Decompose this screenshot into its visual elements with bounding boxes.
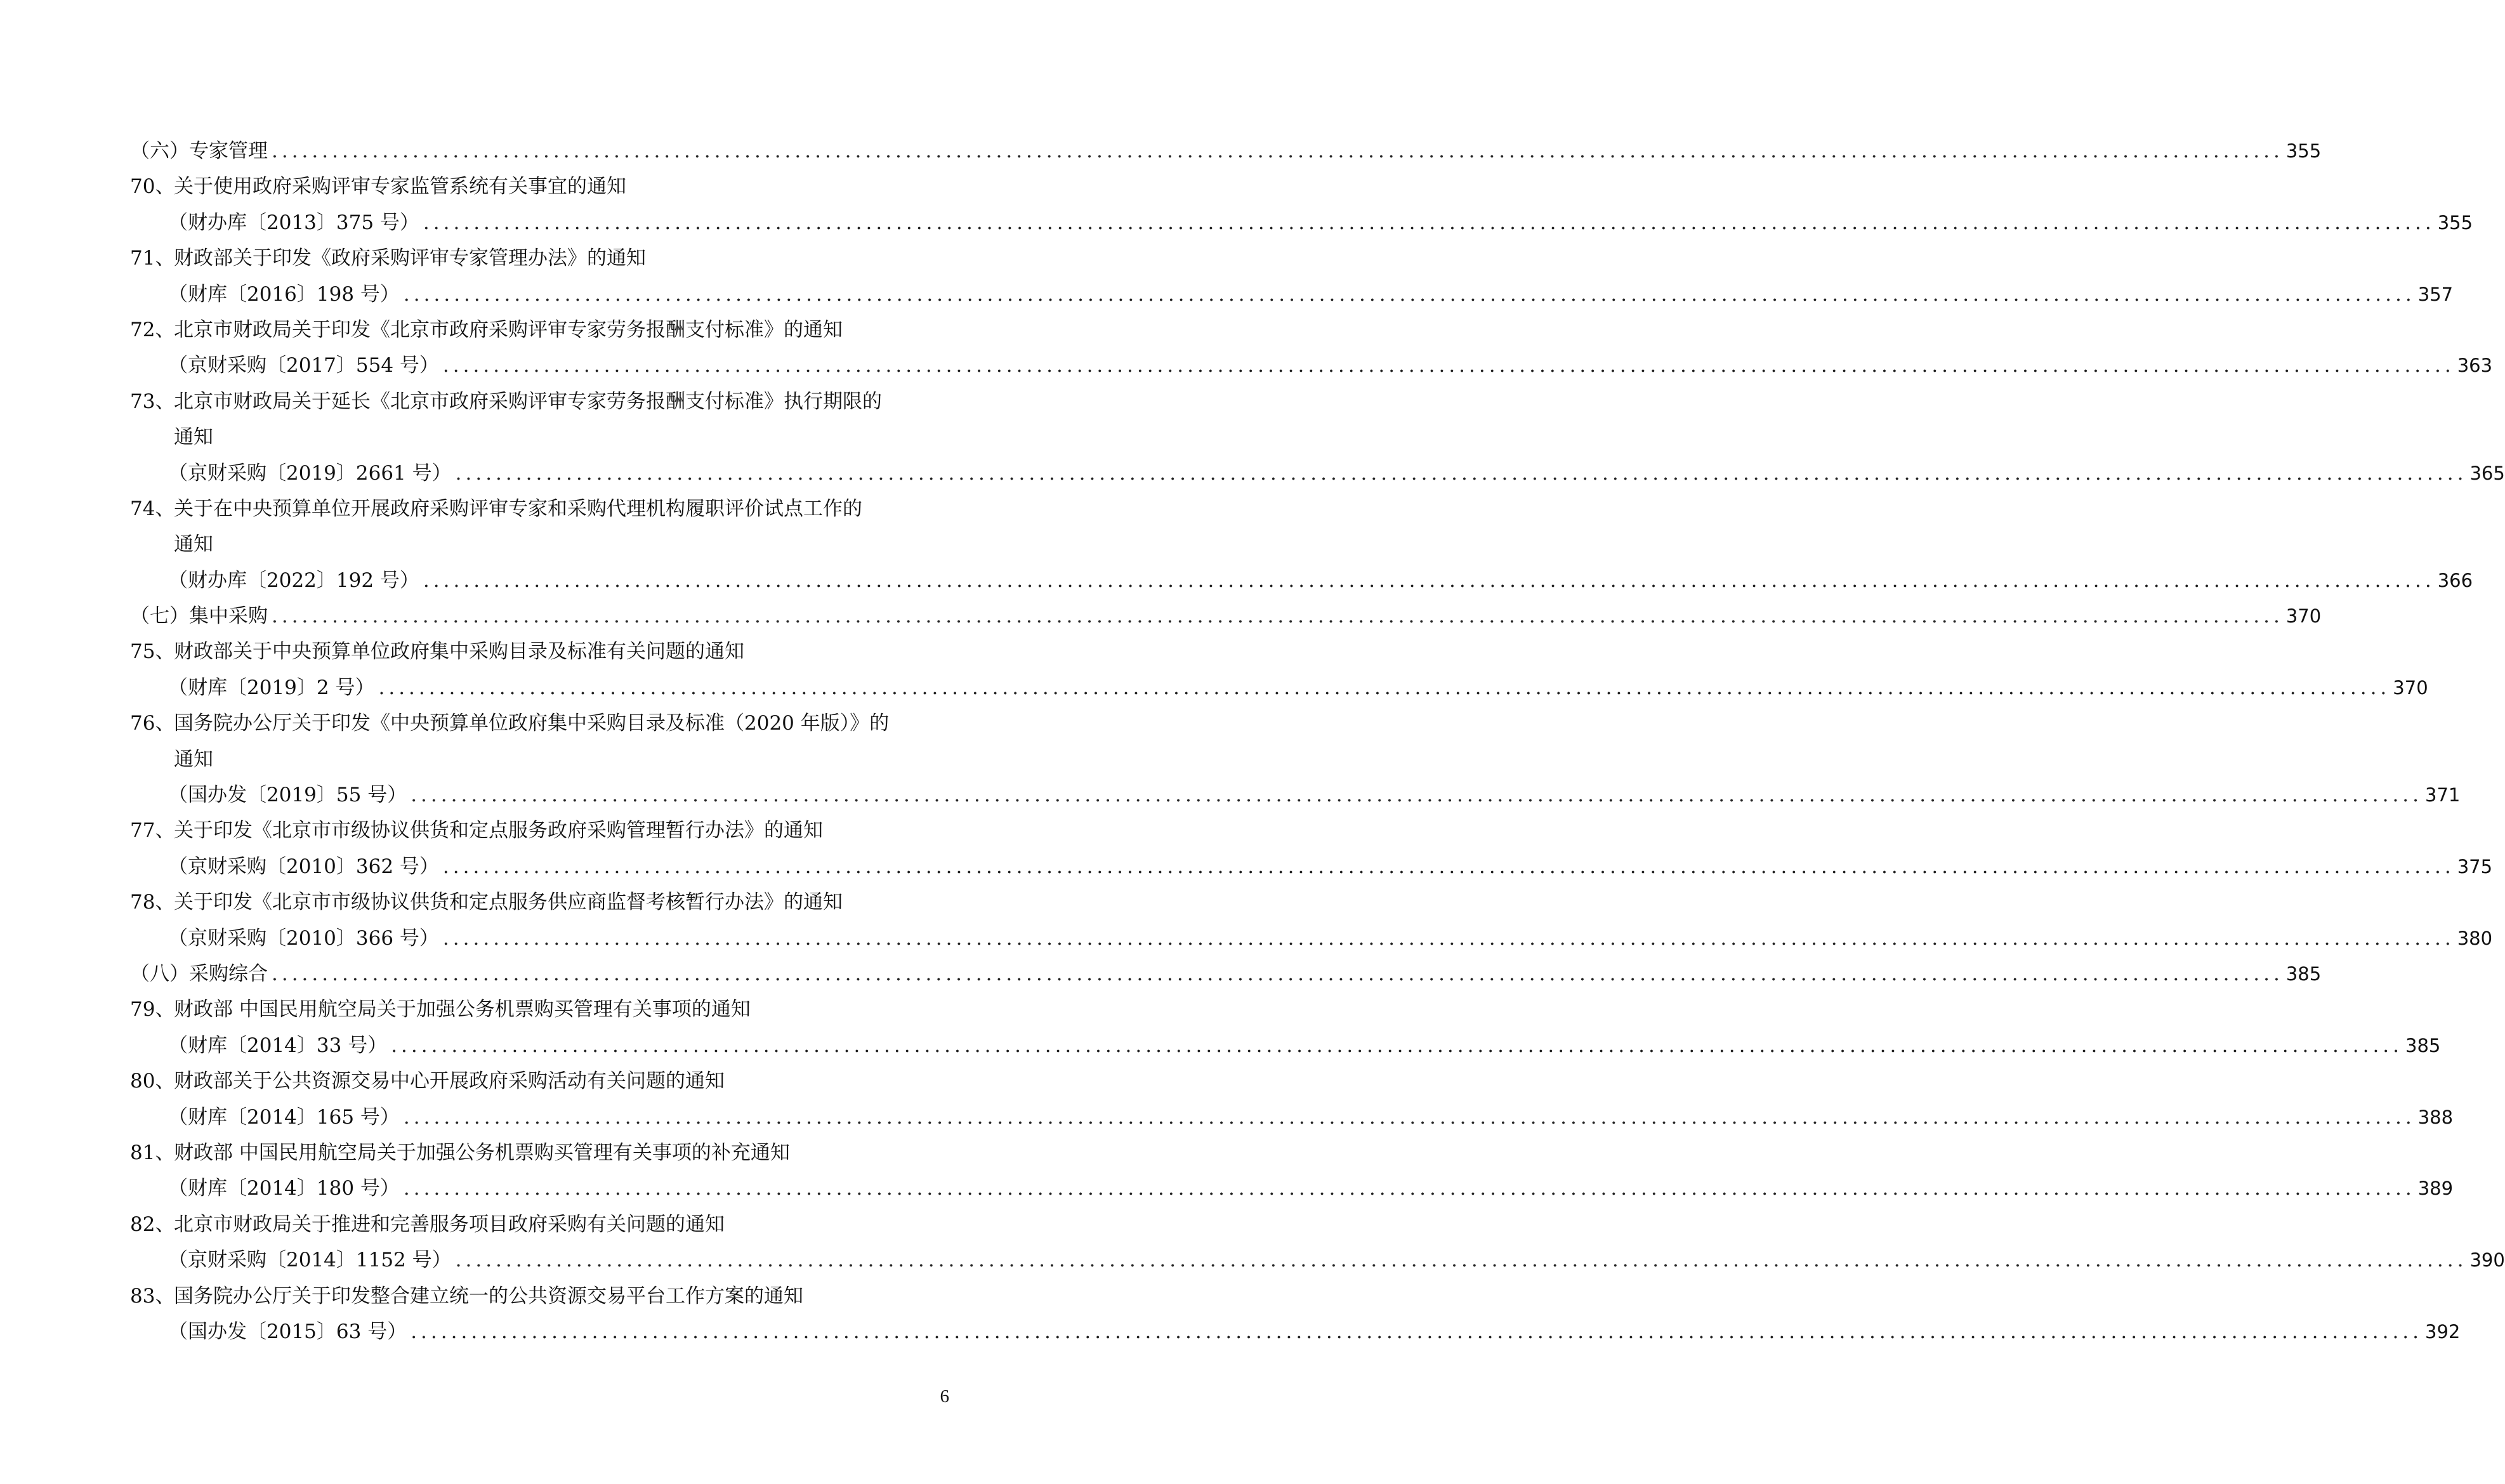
document-number: （京财采购〔2010〕366 号） [168,926,439,950]
toc-page-number: 388 [2417,1106,2454,1128]
toc-title-line [0,1278,1049,1314]
entry-title: 财政部 中国民用航空局关于加强公务机票购买管理有关事项的通知 [174,998,751,1021]
dot-leader: ........................................................................................................................................................................................................ [442,855,2455,878]
toc-section-line [0,956,2322,992]
entry-title: 关于印发《北京市市级协议供货和定点服务供应商监督考核暂行办法》的通知 [174,891,843,914]
document-number: （国办发〔2019〕55 号） [168,784,407,807]
document-number: （财库〔2014〕165 号） [168,1105,400,1129]
toc-title-line [0,491,1049,527]
dot-leader: ........................................................................................................................................................................................................ [455,461,2468,485]
entry-title: 北京市财政局关于推进和完善服务项目政府采购有关问题的通知 [174,1212,725,1236]
toc-title-line [0,169,1049,204]
dot-leader: ........................................................................................................................................................................................................ [272,962,2284,985]
dot-leader: ........................................................................................................................................................................................................ [442,926,2455,950]
dot-leader: ........................................................................................................................................................................................................ [442,354,2455,378]
dot-leader: ........................................................................................................................................................................................................ [272,140,2284,162]
toc-page-number: 357 [2417,283,2454,305]
toc-page-number: 370 [2285,605,2322,627]
toc-page-number: 366 [2437,569,2473,591]
toc-title-line [0,992,1049,1027]
entry-number: 77、 [130,819,175,843]
dot-leader: ........................................................................................................................................................................................................ [403,282,2416,306]
entry-number: 74、 [130,497,175,520]
toc-docno-line [0,849,2493,884]
entry-number: 75、 [130,640,175,664]
toc-page-number: 385 [2285,962,2322,985]
entry-title: 财政部 中国民用航空局关于加强公务机票购买管理有关事项的补充通知 [174,1141,790,1164]
entry-number: 81、 [130,1141,175,1164]
entry-number: 73、 [130,390,175,413]
entry-title: 国务院办公厅关于印发整合建立统一的公共资源交易平台工作方案的通知 [174,1284,803,1308]
toc-title-line [0,1135,1049,1171]
toc-title-line [0,419,1049,455]
toc-page-number: 375 [2457,855,2493,877]
entry-title: 关于使用政府采购评审专家监管系统有关事宜的通知 [174,175,626,199]
entry-title: 财政部关于中央预算单位政府集中采购目录及标准有关问题的通知 [174,640,744,664]
toc-docno-line [0,277,2454,312]
entry-title: 财政部关于印发《政府采购评审专家管理办法》的通知 [174,247,646,270]
toc-docno-line [0,1028,2441,1063]
toc-docno-line [0,1171,2454,1206]
section-heading: （六）专家管理 [130,140,268,162]
document-number: （京财采购〔2014〕1152 号） [168,1249,452,1272]
entry-title: 北京市财政局关于延长《北京市政府采购评审专家劳务报酬支付标准》执行期限的 [174,390,882,413]
document-number: （财办库〔2022〕192 号） [168,568,419,592]
entry-title: 通知 [174,426,213,449]
toc-page-number: 392 [2425,1320,2461,1343]
toc-docno-line [0,1314,2461,1349]
toc-title-line [0,706,1049,741]
toc-section-line [0,598,2322,634]
dot-leader: ........................................................................................................................................................................................................ [411,1320,2423,1343]
toc-title-line [0,240,1049,276]
toc-title-line [0,1207,1049,1242]
dot-leader: ........................................................................................................................................................................................................ [403,1105,2416,1129]
toc-title-line [0,527,1049,562]
toc-docno-line [0,1242,2505,1278]
toc-docno-line [0,456,2505,491]
toc-page-number: 355 [2285,140,2322,162]
entry-title: 国务院办公厅关于印发《中央预算单位政府集中采购目录及标准（2020 年版）》的 [174,712,890,735]
entry-number: 83、 [130,1284,175,1308]
dot-leader: ........................................................................................................................................................................................................ [272,605,2284,628]
entry-title: 财政部关于公共资源交易中心开展政府采购活动有关问题的通知 [174,1070,725,1093]
document-number: （财库〔2016〕198 号） [168,282,400,306]
toc-title-line [0,384,1049,419]
document-number: （财库〔2014〕33 号） [168,1034,388,1057]
entry-number: 71、 [130,247,175,270]
document-number: （京财采购〔2019〕2661 号） [168,461,452,485]
dot-leader: ........................................................................................................................................................................................................ [455,1249,2468,1272]
entry-title: 关于在中央预算单位开展政府采购评审专家和采购代理机构履职评价试点工作的 [174,497,862,520]
entry-number: 79、 [130,998,175,1021]
entry-number: 72、 [130,318,175,341]
entry-title: 通知 [174,747,213,771]
entry-number: 80、 [130,1070,175,1093]
toc-docno-line [0,348,2493,383]
toc-docno-line [0,1100,2454,1135]
toc-page-number: 363 [2457,355,2493,377]
section-heading: （七）集中采购 [130,605,268,628]
toc-docno-line [0,670,2428,706]
toc-page-number: 390 [2469,1249,2505,1271]
section-heading: （八）采购综合 [130,962,268,985]
toc-docno-line [0,563,2473,598]
entry-number: 76、 [130,712,175,735]
toc-title-line [0,742,1049,777]
entry-number: 70、 [130,175,175,199]
dot-leader: ........................................................................................................................................................................................................ [423,211,2435,234]
toc-page-number: 370 [2393,676,2428,699]
toc-title-line [0,884,1049,920]
dot-leader: ........................................................................................................................................................................................................ [403,1177,2416,1200]
document-number: （财办库〔2013〕375 号） [168,211,419,234]
toc-title-line [0,312,1049,348]
document-number: （财库〔2014〕180 号） [168,1177,400,1200]
entry-title: 通知 [174,533,213,556]
toc-page-number: 371 [2425,784,2461,806]
toc-page-number: 365 [2469,462,2505,484]
dot-leader: ........................................................................................................................................................................................................ [411,784,2423,807]
entry-number: 82、 [130,1212,175,1236]
entry-number: 78、 [130,891,175,914]
document-number: （京财采购〔2017〕554 号） [168,354,439,378]
page-number: 6 [940,1386,949,1407]
toc-title-line [0,634,1049,669]
toc-page-number: 355 [2437,211,2473,233]
toc-section-line [0,133,2322,169]
dot-leader: ........................................................................................................................................................................................................ [423,568,2435,592]
toc-docno-line [0,921,2493,956]
table-of-contents [0,133,2505,1349]
document-number: （京财采购〔2010〕362 号） [168,855,439,878]
toc-page-number: 389 [2417,1178,2454,1200]
entry-title: 关于印发《北京市市级协议供货和定点服务政府采购管理暂行办法》的通知 [174,819,823,843]
toc-page-number: 380 [2457,927,2493,949]
toc-docno-line [0,777,2461,813]
dot-leader: ........................................................................................................................................................................................................ [378,676,2391,699]
document-number: （国办发〔2015〕63 号） [168,1320,407,1343]
entry-title: 北京市财政局关于印发《北京市政府采购评审专家劳务报酬支付标准》的通知 [174,318,843,341]
toc-title-line [0,813,1049,848]
dot-leader: ........................................................................................................................................................................................................ [391,1034,2403,1057]
toc-page-number: 385 [2405,1034,2441,1056]
document-number: （财库〔2019〕2 号） [168,676,375,699]
toc-title-line [0,1063,1049,1099]
toc-docno-line [0,205,2473,240]
